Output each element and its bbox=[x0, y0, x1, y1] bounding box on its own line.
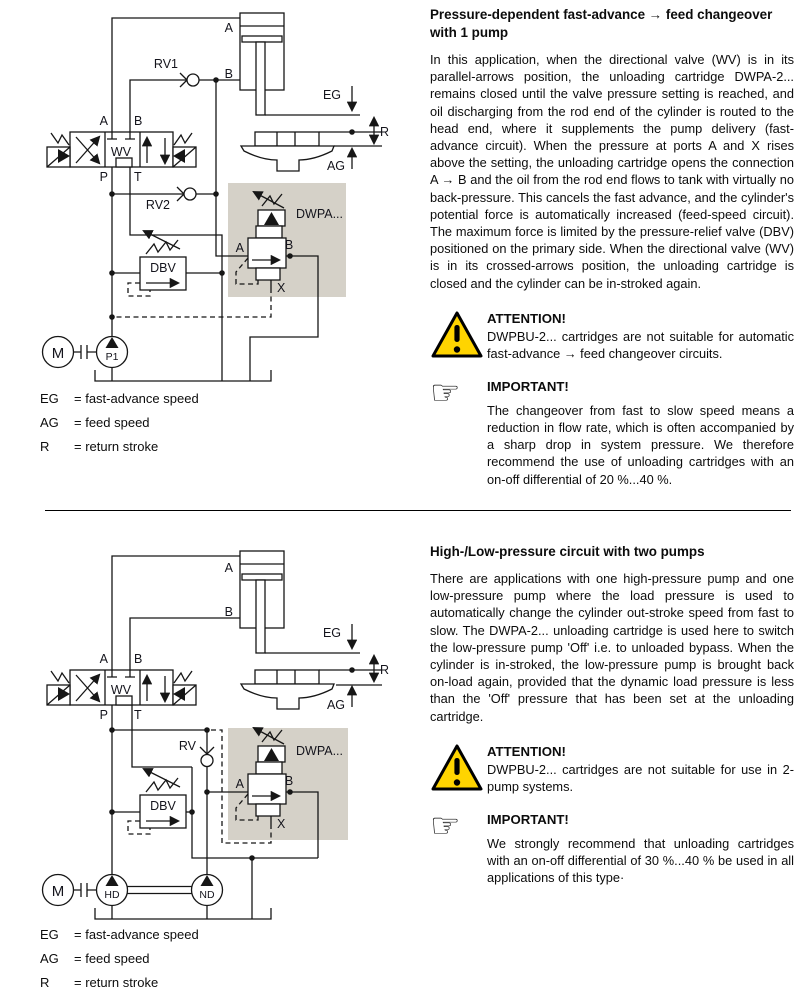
wv-port-t: T bbox=[134, 708, 142, 722]
warning-triangle-icon bbox=[430, 310, 487, 365]
dwpa-label: DWPA... bbox=[296, 744, 343, 758]
pump-hd-label: HD bbox=[104, 889, 120, 901]
motor-pump-group bbox=[43, 875, 223, 906]
legend-row: R = return stroke bbox=[40, 974, 159, 990]
section-title: Pressure-dependent fast-advance → feed changeover with 1 pump bbox=[430, 7, 773, 40]
pointing-hand-icon: ☞ bbox=[430, 372, 461, 413]
spring-icon bbox=[146, 240, 178, 254]
wv-label: WV bbox=[110, 145, 132, 159]
motor-pump-group bbox=[43, 337, 128, 368]
coupling-icon bbox=[74, 345, 97, 359]
cylinder bbox=[240, 13, 284, 115]
legend-bottom bbox=[40, 927, 199, 998]
attention-callout bbox=[430, 743, 794, 798]
dim-ag-label: AG bbox=[326, 159, 345, 173]
coupling-icon bbox=[74, 883, 97, 897]
motor-label: M bbox=[51, 345, 65, 362]
pointing-hand-icon: ☞ bbox=[430, 805, 461, 846]
important-text: We strongly recommend that unloading cartridges with an on-off differential of 30 %...40 % be used in all applications of this type· bbox=[487, 835, 794, 886]
attention-heading: ATTENTION! bbox=[487, 310, 566, 326]
warning-triangle-icon bbox=[430, 743, 487, 798]
dwpa-label: DWPA... bbox=[296, 207, 343, 221]
rv2-label: RV2 bbox=[145, 198, 170, 212]
legend-top bbox=[40, 391, 199, 462]
spring-right-icon bbox=[174, 671, 192, 683]
relief-valve-dbv bbox=[128, 769, 186, 834]
legend-row: R = return stroke bbox=[40, 438, 159, 454]
relief-valve-dbv bbox=[128, 231, 186, 296]
legend-row: AG = feed speed bbox=[40, 950, 150, 966]
attention-heading: ATTENTION! bbox=[487, 743, 566, 759]
rv1-label: RV1 bbox=[153, 57, 178, 71]
section-body: In this application, when the directional valve (WV) is in its parallel-arrows position, the unloading cartridge DWPA-2... remains closed until the valve pressure setting is reached, and oil discharging from the rod end of the cylinder is routed to the head end, where it supplements the pump delivery (fast-advance circuit). When the pressure at ports A and X rises above the setting, the unloading cartridge opens the connection A → B and the oil from the rod end flows to tank with virtually no back-pressure. This cancels the fast advance, and the cylinder's potential force is automatically increased (feed-speed circuit). The maximum force is limited by the pressure-relief valve (DBV) positioned on the primary side. When the directional valve (WV) is in its crossed-arrows position, the unloading cartridge is closed and the cylinder can be in-stroked again. bbox=[430, 52, 794, 291]
cylinder-port-b-label: B bbox=[224, 67, 233, 81]
shaft-icon bbox=[128, 887, 192, 894]
cylinder bbox=[240, 551, 284, 653]
section-body: There are applications with one high-pressure pump and one low-pressure pump where the load pressure is used to automatically change the cylinder out-stroke speed from fast to slow. The DWPA-2... unloading cartridge is used here to switch the low-pressure pump 'Off' i.e. to unloaded bypass. When the cylinder is in-stroked, the low-pressure pump is brought back on-load again, provided that the dynamic load pressure is less than the 'Off' pressure that has been set at the unloading cartridge. bbox=[430, 571, 794, 724]
section-divider bbox=[45, 510, 791, 511]
cart-port-x: X bbox=[277, 281, 286, 295]
diagram-one-pump-circuit bbox=[43, 13, 390, 381]
wv-port-b: B bbox=[134, 114, 143, 128]
spring-icon bbox=[146, 778, 178, 792]
attention-text: DWPBU-2... cartridges are not suitable for automatic fast-advance → feed changeover circuits. bbox=[487, 328, 794, 362]
section-title: High-/Low-pressure circuit with two pumps bbox=[430, 544, 705, 559]
important-text: The changeover from fast to slow speed means a reduction in flow rate, which is often accompanied by a sharp drop in system pressure. We therefore recommend the use of unloading cartridges with an on-off differential of 20 %...40 %. bbox=[487, 402, 794, 487]
cylinder-port-a-label: A bbox=[224, 21, 233, 35]
rv-label: RV bbox=[178, 739, 196, 753]
section-2-text bbox=[430, 543, 794, 886]
dim-r-label: R bbox=[380, 125, 390, 139]
cart-port-a: A bbox=[235, 777, 244, 791]
attention-text: DWPBU-2... cartridges are not suitable for use in 2-pump systems. bbox=[487, 761, 794, 795]
cylinder-port-a-label: A bbox=[224, 561, 233, 575]
spring-right-icon bbox=[174, 133, 192, 145]
cart-port-a: A bbox=[235, 241, 244, 255]
important-heading: IMPORTANT! bbox=[487, 811, 569, 827]
spring-left-icon bbox=[51, 133, 69, 145]
cart-port-x: X bbox=[277, 817, 286, 831]
legend-row: AG = feed speed bbox=[40, 414, 150, 430]
dim-eg-label: EG bbox=[322, 626, 341, 640]
wv-port-p: P bbox=[99, 170, 108, 184]
dim-r-label: R bbox=[380, 663, 390, 677]
workpiece bbox=[241, 670, 334, 709]
cart-port-b: B bbox=[284, 774, 294, 788]
attention-callout bbox=[430, 310, 794, 365]
diagram-two-pump-circuit bbox=[43, 551, 390, 919]
spring-left-icon bbox=[51, 671, 69, 683]
directional-valve-wv bbox=[47, 652, 196, 722]
wv-port-b: B bbox=[134, 652, 143, 666]
legend-row: EG = fast-advance speed bbox=[40, 927, 199, 942]
wv-label: WV bbox=[110, 683, 132, 697]
wv-port-a: A bbox=[99, 652, 108, 666]
dbv-label: DBV bbox=[150, 799, 176, 813]
important-callout bbox=[430, 372, 794, 488]
motor-label: M bbox=[51, 883, 65, 900]
wv-port-p: P bbox=[99, 708, 108, 722]
workpiece bbox=[241, 132, 334, 171]
legend-row: EG = fast-advance speed bbox=[40, 391, 199, 406]
wv-port-t: T bbox=[134, 170, 142, 184]
pump-p1-label: P1 bbox=[105, 351, 119, 363]
dim-eg-label: EG bbox=[322, 88, 341, 102]
wv-port-a: A bbox=[99, 114, 108, 128]
important-heading: IMPORTANT! bbox=[487, 378, 569, 394]
directional-valve-wv bbox=[47, 114, 196, 184]
pump-nd-label: ND bbox=[199, 889, 215, 901]
section-1-text bbox=[430, 6, 794, 488]
dbv-label: DBV bbox=[150, 261, 176, 275]
dim-ag-label: AG bbox=[326, 698, 345, 712]
cylinder-port-b-label: B bbox=[224, 605, 233, 619]
important-callout bbox=[430, 805, 794, 887]
cart-port-b: B bbox=[284, 238, 294, 252]
